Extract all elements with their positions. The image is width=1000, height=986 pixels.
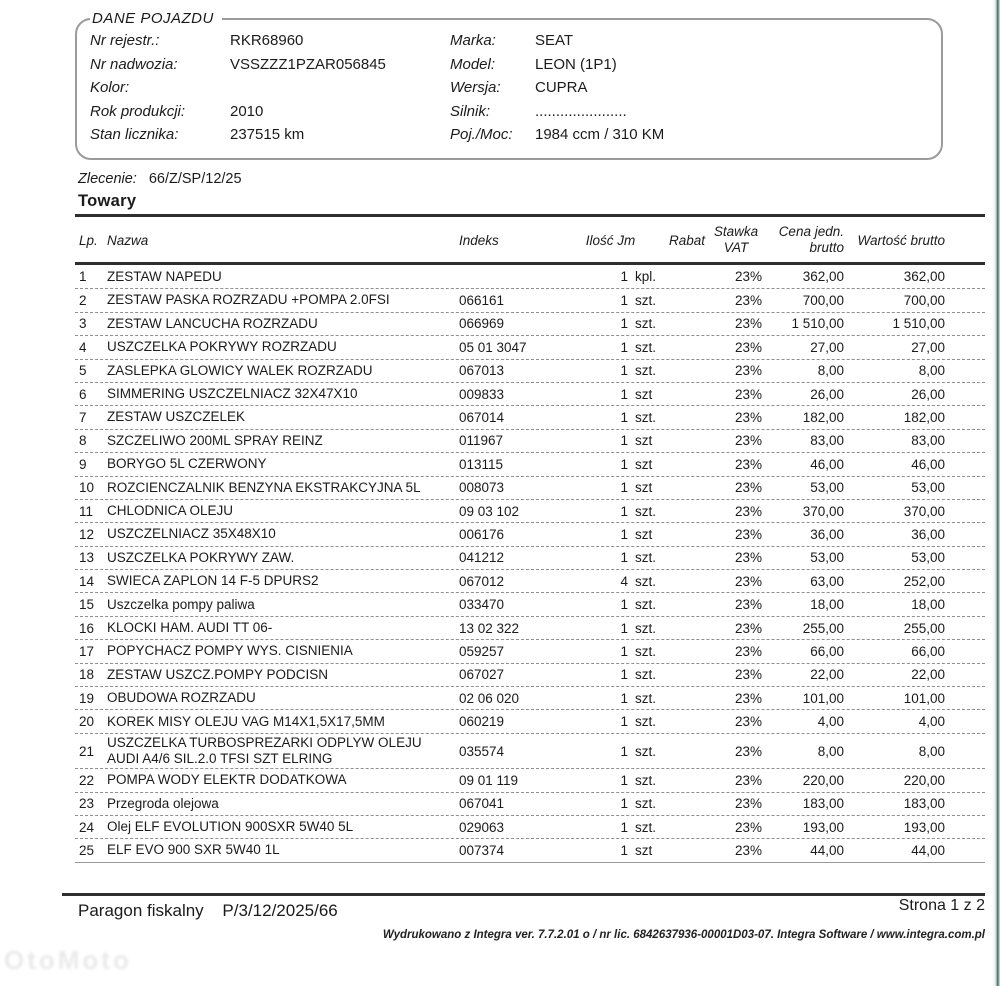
cell-qty: 1 <box>620 269 628 285</box>
cell-unit: szt. <box>635 667 657 683</box>
cell-lp: 1 <box>79 269 87 285</box>
cell-gross-value: 44,00 <box>911 843 945 859</box>
vehicle-field-value: RKR68960 <box>230 32 304 50</box>
cell-unit-price: 44,00 <box>810 843 844 859</box>
vehicle-field-label: Stan licznika: <box>90 126 179 144</box>
cell-qty: 1 <box>620 620 628 636</box>
vehicle-field-value: VSSZZZ1PZAR056845 <box>230 55 386 73</box>
vehicle-fields-right <box>450 29 931 147</box>
cell-name: Uszczelka pompy paliwa <box>107 596 255 612</box>
cell-vat: 23% <box>734 433 762 449</box>
cell-vat: 23% <box>734 573 762 589</box>
vehicle-field-value: SEAT <box>535 32 574 50</box>
cell-name: Olej ELF EVOLUTION 900SXR 5W40 5L <box>107 819 354 835</box>
cell-name: USZCZELKA TURBOSPREZARKI ODPLYW OLEJU AUDI A4/6 SIL.2.0 TFSI SZT ELRING <box>107 734 422 766</box>
cell-name: ELF EVO 900 SXR 5W40 1L <box>107 842 280 858</box>
table-row <box>75 663 985 686</box>
table-row <box>75 312 985 335</box>
cell-index: 067027 <box>459 667 505 683</box>
cell-vat: 23% <box>734 480 762 496</box>
cell-index: 02 06 020 <box>459 690 520 706</box>
cell-unit: szt. <box>635 316 657 332</box>
cell-unit: szt <box>635 456 653 472</box>
cell-name: ZESTAW USZCZ.POMPY PODCISN <box>107 666 329 682</box>
cell-unit-price: 53,00 <box>810 550 844 566</box>
col-header-discount: Rabat <box>668 232 706 248</box>
cell-vat: 23% <box>734 819 762 835</box>
table-row <box>75 288 985 311</box>
receipt-number: P/3/12/2025/66 <box>222 901 338 920</box>
cell-index: 041212 <box>459 550 505 566</box>
vehicle-field-label: Nr nadwozia: <box>90 55 178 73</box>
cell-index: 09 01 119 <box>459 772 519 788</box>
cell-qty: 1 <box>620 503 628 519</box>
vehicle-field-label: Wersja: <box>450 79 501 97</box>
cell-index: 006176 <box>459 526 505 542</box>
table-row <box>75 838 985 861</box>
cell-index: 067014 <box>459 410 505 426</box>
cell-gross-value: 53,00 <box>911 480 945 496</box>
cell-gross-value: 26,00 <box>911 386 945 402</box>
vehicle-data-panel <box>75 10 943 160</box>
cell-name: OBUDOWA ROZRZADU <box>107 690 256 706</box>
cell-name: SZCZELIWO 200ML SPRAY REINZ <box>107 432 323 448</box>
cell-unit: szt. <box>635 503 657 519</box>
cell-lp: 2 <box>79 293 87 309</box>
cell-vat: 23% <box>734 690 762 706</box>
table-row <box>75 382 985 405</box>
vehicle-field-value: 2010 <box>230 102 264 120</box>
cell-unit-price: 66,00 <box>810 643 844 659</box>
table-row <box>75 499 985 522</box>
cell-qty: 1 <box>620 843 628 859</box>
cell-qty: 1 <box>620 316 628 332</box>
cell-lp: 25 <box>79 843 95 859</box>
cell-vat: 23% <box>734 643 762 659</box>
vehicle-field-value: CUPRA <box>535 79 588 97</box>
cell-unit-price: 36,00 <box>810 526 844 542</box>
cell-unit-price: 1 510,00 <box>791 316 844 332</box>
vehicle-field-value: 237515 km <box>230 126 305 144</box>
col-header-vat: Stawka VAT <box>713 224 759 255</box>
col-header-lp: Lp. <box>79 232 98 248</box>
cell-lp: 18 <box>79 667 95 683</box>
vehicle-field-value: 1984 ccm / 310 KM <box>535 126 665 144</box>
vehicle-panel-legend: DANE POJAZDU <box>92 10 214 27</box>
cell-unit: szt <box>635 480 653 496</box>
cell-vat: 23% <box>734 316 762 332</box>
cell-unit-price: 46,00 <box>810 456 844 472</box>
cell-unit-price: 18,00 <box>810 597 844 613</box>
cell-name: ZESTAW USZCZELEK <box>107 409 246 425</box>
cell-gross-value: 193,00 <box>903 819 945 835</box>
table-row <box>75 265 985 288</box>
cell-unit: szt <box>635 843 653 859</box>
vehicle-fields-left <box>90 29 450 147</box>
cell-unit-price: 370,00 <box>802 503 844 519</box>
cell-index: 09 03 102 <box>459 503 520 519</box>
watermark: OtoMoto <box>4 945 132 975</box>
cell-gross-value: 255,00 <box>903 620 945 636</box>
vehicle-field-row <box>450 53 931 77</box>
cell-name: POPYCHACZ POMPY WYS. CISNIENIA <box>107 643 353 659</box>
cell-vat: 23% <box>734 772 762 788</box>
cell-name: BORYGO 5L CZERWONY <box>107 456 267 472</box>
table-row <box>75 592 985 615</box>
cell-qty: 1 <box>620 690 628 706</box>
cell-unit: szt. <box>635 819 657 835</box>
cell-vat: 23% <box>734 714 762 730</box>
cell-index: 059257 <box>459 643 505 659</box>
cell-name: ZESTAW NAPEDU <box>107 268 222 284</box>
cell-unit-price: 63,00 <box>810 573 844 589</box>
table-row <box>75 405 985 428</box>
vehicle-field-row <box>90 29 450 53</box>
cell-lp: 13 <box>79 550 95 566</box>
cell-index: 067013 <box>459 363 505 379</box>
cell-unit: szt. <box>635 573 657 589</box>
cell-qty: 1 <box>620 819 628 835</box>
col-header-gross-value: Wartość brutto <box>857 232 945 248</box>
cell-lp: 21 <box>79 743 95 759</box>
vehicle-field-row <box>90 123 450 147</box>
cell-name: ZASLEPKA GLOWICY WALEK ROZRZADU <box>107 362 373 378</box>
cell-unit-price: 26,00 <box>810 386 844 402</box>
footer-divider <box>62 893 985 896</box>
cell-unit-price: 182,00 <box>802 410 844 426</box>
cell-qty: 1 <box>620 410 628 426</box>
table-row <box>75 359 985 382</box>
vehicle-field-row <box>90 76 450 100</box>
cell-index: 029063 <box>459 819 505 835</box>
table-body <box>75 265 985 863</box>
cell-qty: 4 <box>620 573 628 589</box>
cell-unit: szt. <box>635 339 657 355</box>
cell-index: 066161 <box>459 293 505 309</box>
cell-unit: szt. <box>635 772 657 788</box>
cell-qty: 1 <box>620 456 628 472</box>
cell-gross-value: 1 510,00 <box>892 316 945 332</box>
page-indicator: Strona 1 z 2 <box>898 897 985 914</box>
cell-name: Przegroda olejowa <box>107 795 219 811</box>
cell-lp: 14 <box>79 573 95 589</box>
cell-qty: 1 <box>620 339 628 355</box>
cell-lp: 24 <box>79 819 95 835</box>
cell-unit-price: 255,00 <box>802 620 844 636</box>
cell-unit: szt. <box>635 410 657 426</box>
order-number: 66/Z/SP/12/25 <box>148 171 242 187</box>
cell-index: 13 02 322 <box>459 620 520 636</box>
cell-name: SIMMERING USZCZELNIACZ 32X47X10 <box>107 386 358 402</box>
vehicle-field-row <box>450 76 931 100</box>
cell-unit: szt <box>635 386 653 402</box>
cell-qty: 1 <box>620 714 628 730</box>
table-row <box>75 815 985 838</box>
vehicle-field-label: Marka: <box>450 32 496 50</box>
cell-gross-value: 362,00 <box>903 269 945 285</box>
cell-unit: szt. <box>635 550 657 566</box>
vehicle-field-label: Kolor: <box>90 79 130 97</box>
col-header-qty: Ilość Jm <box>585 232 636 248</box>
table-row <box>75 616 985 639</box>
table-row <box>75 686 985 709</box>
cell-lp: 20 <box>79 714 95 730</box>
vehicle-field-row <box>90 100 450 124</box>
cell-lp: 12 <box>79 526 95 542</box>
cell-unit: szt. <box>635 597 657 613</box>
cell-vat: 23% <box>734 293 762 309</box>
cell-name: KOREK MISY OLEJU VAG M14X1,5X17,5MM <box>107 713 385 729</box>
goods-table <box>75 218 985 863</box>
cell-lp: 15 <box>79 597 95 613</box>
vehicle-field-row <box>90 53 450 77</box>
cell-gross-value: 8,00 <box>918 743 945 759</box>
cell-unit: szt. <box>635 363 657 379</box>
cell-name: SWIECA ZAPLON 14 F-5 DPURS2 <box>107 573 319 589</box>
table-row <box>75 476 985 499</box>
cell-vat: 23% <box>734 410 762 426</box>
cell-unit-price: 53,00 <box>810 480 844 496</box>
cell-lp: 10 <box>79 480 95 496</box>
cell-lp: 19 <box>79 690 95 706</box>
cell-qty: 1 <box>620 480 628 496</box>
cell-unit: szt. <box>635 643 657 659</box>
table-row <box>75 546 985 569</box>
cell-gross-value: 18,00 <box>911 597 945 613</box>
vehicle-field-value: ...................... <box>535 102 627 120</box>
cell-gross-value: 46,00 <box>911 456 945 472</box>
cell-unit-price: 183,00 <box>802 796 844 812</box>
cell-unit-price: 193,00 <box>802 819 844 835</box>
cell-index: 060219 <box>459 714 505 730</box>
vehicle-field-label: Nr rejestr.: <box>90 32 160 50</box>
cell-lp: 16 <box>79 620 95 636</box>
cell-vat: 23% <box>734 620 762 636</box>
cell-name: ZESTAW PASKA ROZRZADU +POMPA 2.0FSI <box>107 292 390 308</box>
vehicle-field-label: Model: <box>450 55 496 73</box>
cell-lp: 5 <box>79 363 87 379</box>
cell-index: 033470 <box>459 597 505 613</box>
table-row <box>75 522 985 545</box>
cell-unit-price: 4,00 <box>817 714 844 730</box>
cell-vat: 23% <box>734 456 762 472</box>
vehicle-fields-grid <box>90 29 931 147</box>
print-info-line: Wydrukowano z Integra ver. 7.7.2.01 o / nr lic. 6842637936-00001D03-07. Integra Software / www.integra.com.pl <box>382 929 985 941</box>
cell-name: KLOCKI HAM. AUDI TT 06- <box>107 619 273 635</box>
table-row <box>75 733 985 768</box>
cell-unit: szt. <box>635 796 657 812</box>
cell-gross-value: 22,00 <box>911 667 945 683</box>
cell-lp: 11 <box>79 503 94 519</box>
cell-gross-value: 182,00 <box>903 410 945 426</box>
table-header <box>75 218 985 265</box>
cell-qty: 1 <box>620 433 628 449</box>
cell-index: 013115 <box>459 456 504 472</box>
cell-unit: szt. <box>635 690 657 706</box>
cell-unit: kpl. <box>635 269 657 285</box>
cell-qty: 1 <box>620 363 628 379</box>
cell-name: ROZCIENCZALNIK BENZYNA EKSTRAKCYJNA 5L <box>107 479 421 495</box>
cell-gross-value: 27,00 <box>911 339 945 355</box>
vehicle-field-row <box>450 123 931 147</box>
cell-gross-value: 8,00 <box>918 363 945 379</box>
cell-index: 067041 <box>459 796 505 812</box>
cell-name: POMPA WODY ELEKTR DODATKOWA <box>107 772 347 788</box>
cell-vat: 23% <box>734 269 762 285</box>
cell-gross-value: 101,00 <box>903 690 945 706</box>
cell-index: 009833 <box>459 386 505 402</box>
cell-unit: szt. <box>635 714 657 730</box>
col-header-index: Indeks <box>459 232 499 248</box>
cell-unit-price: 8,00 <box>817 363 844 379</box>
cell-gross-value: 53,00 <box>911 550 945 566</box>
cell-name: USZCZELNIACZ 35X48X10 <box>107 526 276 542</box>
table-row <box>75 709 985 732</box>
cell-lp: 23 <box>79 796 95 812</box>
cell-qty: 1 <box>620 550 628 566</box>
cell-gross-value: 83,00 <box>911 433 945 449</box>
table-row <box>75 569 985 592</box>
cell-gross-value: 4,00 <box>918 714 945 730</box>
cell-lp: 22 <box>79 772 95 788</box>
cell-name: ZESTAW LANCUCHA ROZRZADU <box>107 315 318 331</box>
cell-unit-price: 101,00 <box>802 690 844 706</box>
cell-unit-price: 220,00 <box>802 772 844 788</box>
cell-qty: 1 <box>620 772 628 788</box>
cell-gross-value: 700,00 <box>903 293 945 309</box>
order-line <box>78 171 242 187</box>
cell-vat: 23% <box>734 743 762 759</box>
vehicle-field-label: Silnik: <box>450 102 491 120</box>
cell-gross-value: 370,00 <box>903 503 945 519</box>
cell-index: 008073 <box>459 480 505 496</box>
col-header-unit-price: Cena jedn. brutto <box>778 224 844 255</box>
cell-vat: 23% <box>734 503 762 519</box>
cell-name: USZCZELKA POKRYWY ROZRZADU <box>107 339 337 355</box>
cell-qty: 1 <box>620 386 628 402</box>
table-row <box>75 792 985 815</box>
cell-lp: 8 <box>79 433 87 449</box>
table-row <box>75 429 985 452</box>
cell-lp: 7 <box>79 410 87 426</box>
cell-index: 067012 <box>459 573 505 589</box>
cell-index: 007374 <box>459 843 505 859</box>
cell-name: USZCZELKA POKRYWY ZAW. <box>107 549 295 565</box>
cell-qty: 1 <box>620 597 628 613</box>
cell-vat: 23% <box>734 597 762 613</box>
cell-lp: 9 <box>79 456 87 472</box>
cell-index: 035574 <box>459 743 505 759</box>
cell-index: 05 01 3047 <box>459 339 527 355</box>
section-title-goods: Towary <box>75 192 985 217</box>
cell-unit: szt. <box>635 620 657 636</box>
vehicle-field-label: Rok produkcji: <box>90 102 186 120</box>
cell-vat: 23% <box>734 796 762 812</box>
cell-lp: 4 <box>79 339 87 355</box>
table-row <box>75 452 985 475</box>
cell-vat: 23% <box>734 526 762 542</box>
cell-unit: szt. <box>635 293 657 309</box>
cell-unit-price: 83,00 <box>810 433 844 449</box>
vehicle-field-value: LEON (1P1) <box>535 55 617 73</box>
cell-unit: szt. <box>635 743 657 759</box>
cell-unit-price: 22,00 <box>810 667 844 683</box>
cell-unit: szt <box>635 433 653 449</box>
cell-qty: 1 <box>620 796 628 812</box>
table-row <box>75 768 985 791</box>
cell-gross-value: 252,00 <box>903 573 945 589</box>
vehicle-field-label: Poj./Moc: <box>450 126 513 144</box>
cell-gross-value: 220,00 <box>903 772 945 788</box>
cell-qty: 1 <box>620 643 628 659</box>
cell-unit-price: 27,00 <box>810 339 844 355</box>
cell-index: 011967 <box>459 433 504 449</box>
cell-lp: 17 <box>79 643 95 659</box>
vehicle-field-row <box>450 29 931 53</box>
receipt-label: Paragon fiskalny <box>78 901 204 920</box>
cell-qty: 1 <box>620 526 628 542</box>
cell-gross-value: 66,00 <box>911 643 945 659</box>
cell-unit: szt <box>635 526 653 542</box>
cell-qty: 1 <box>620 743 628 759</box>
cell-name: CHLODNICA OLEJU <box>107 503 234 518</box>
cell-vat: 23% <box>734 843 762 859</box>
cell-vat: 23% <box>734 386 762 402</box>
cell-vat: 23% <box>734 667 762 683</box>
cell-gross-value: 183,00 <box>903 796 945 812</box>
cell-index: 066969 <box>459 316 505 332</box>
cell-vat: 23% <box>734 363 762 379</box>
receipt-line <box>78 901 338 921</box>
order-label: Zlecenie: <box>78 171 137 187</box>
cell-vat: 23% <box>734 550 762 566</box>
cell-unit-price: 362,00 <box>802 269 844 285</box>
vehicle-field-row <box>450 100 931 124</box>
cell-gross-value: 36,00 <box>911 526 945 542</box>
cell-vat: 23% <box>734 339 762 355</box>
cell-lp: 6 <box>79 386 87 402</box>
cell-lp: 3 <box>79 316 87 332</box>
table-row <box>75 335 985 358</box>
table-row <box>75 639 985 662</box>
cell-qty: 1 <box>620 293 628 309</box>
cell-unit-price: 8,00 <box>817 743 844 759</box>
cell-unit-price: 700,00 <box>802 293 844 309</box>
cell-qty: 1 <box>620 667 628 683</box>
scan-edge-strip <box>992 0 1000 986</box>
col-header-name: Nazwa <box>107 232 149 248</box>
